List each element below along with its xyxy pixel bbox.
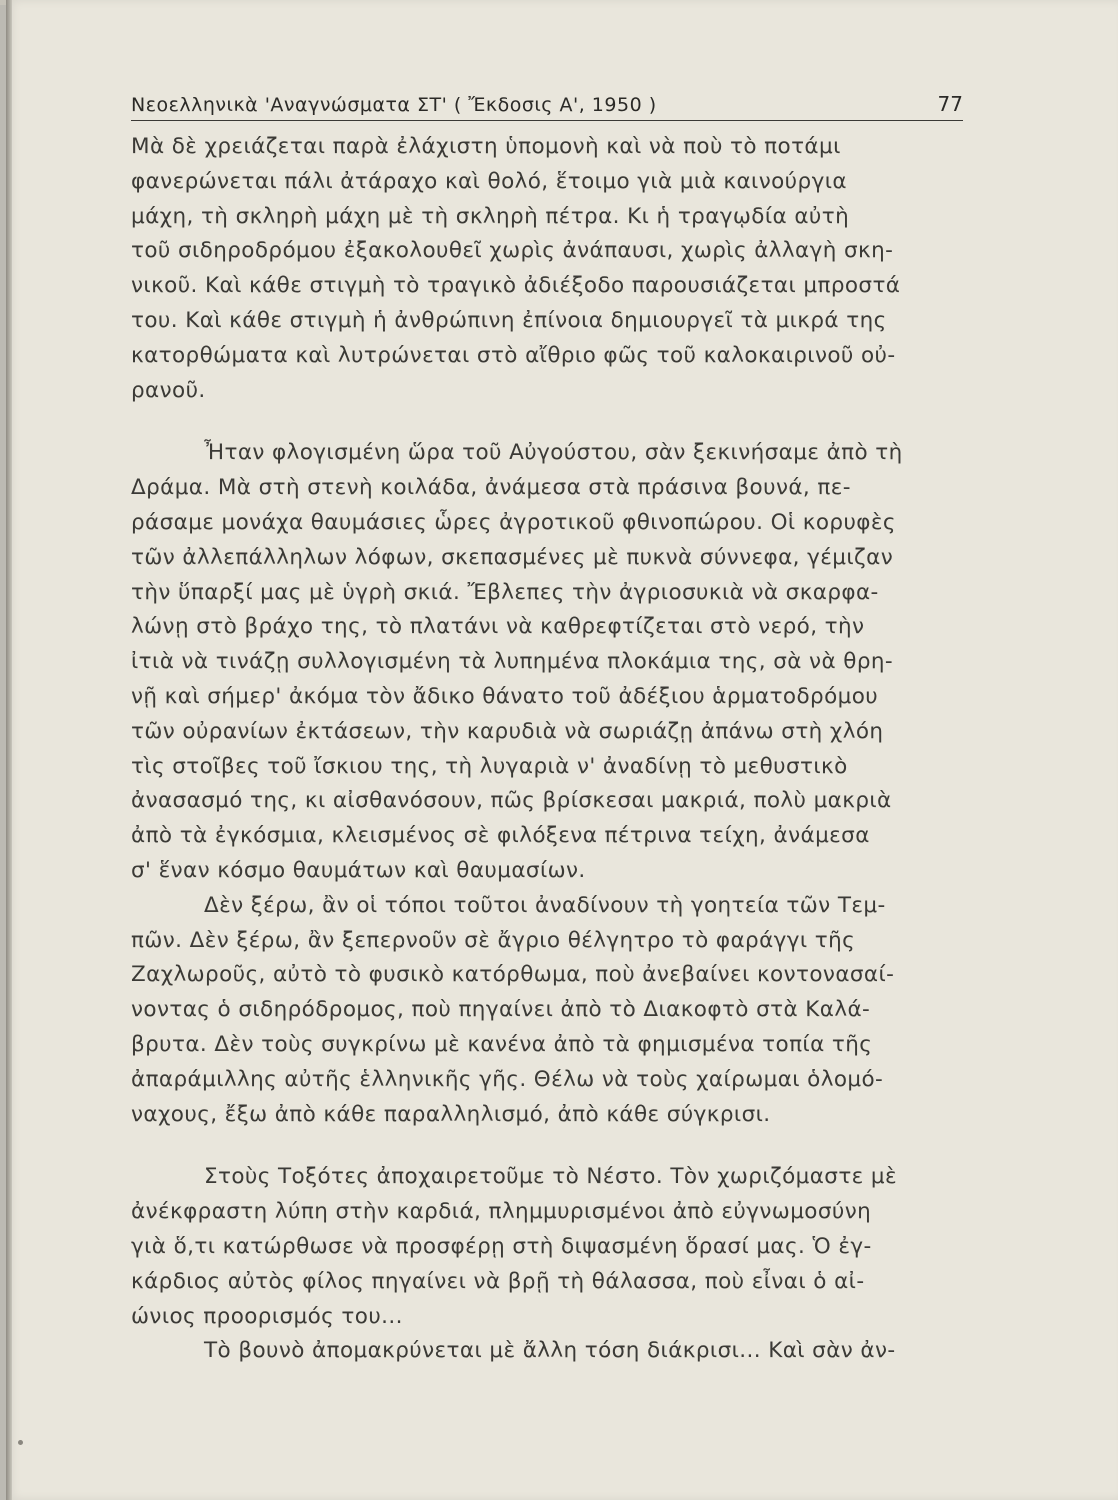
page-number: 77 [937,92,963,116]
text-line: πῶν. Δὲν ξέρω, ἂν ξεπερνοῦν σὲ ἄγριο θέλγητρο τὸ φαράγγι τῆς [131,927,856,953]
text-line: Στοὺς Τοξότες ἀποχαιρετοῦμε τὸ Νέστο. Τὸν χωριζόμαστε μὲ [204,1164,898,1190]
text-line: μάχη, τὴ σκληρὴ μάχη μὲ τὴ σκληρὴ πέτρα. Κι ἡ τραγῳδία αὐτὴ [131,203,850,229]
paragraph [131,130,989,408]
text-line: γιὰ ὅ,τι κατώρθωσε νὰ προσφέρῃ στὴ διψασμένη ὅρασί μας. Ὁ ἐγ- [131,1233,872,1259]
text-line: τὴν ὕπαρξί μας μὲ ὑγρὴ σκιά. Ἔβλεπες τὴν ἀγριοσυκιὰ νὰ σκαρφα- [131,579,879,605]
paragraph [131,436,989,888]
text-line: νοντας ὁ σιδηρόδρομος, ποὺ πηγαίνει ἀπὸ τὸ Διακοφτὸ στὰ Καλά- [131,997,871,1023]
text-line: Τὸ βουνὸ ἀπομακρύνεται μὲ ἄλλη τόση διάκρισι... Καὶ σὰν ἀν- [204,1338,896,1364]
text-line: κάρδιος αὐτὸς φίλος πηγαίνει νὰ βρῇ τὴ θάλασσα, ποὺ εἶναι ὁ αἰ- [131,1268,865,1294]
text-line: βρυτα. Δὲν τοὺς συγκρίνω μὲ κανένα ἀπὸ τὰ φημισμένα τοπία τῆς [131,1031,873,1057]
text-line: Μὰ δὲ χρειάζεται παρὰ ἐλάχιστη ὑπομονὴ καὶ νὰ ποὺ τὸ ποτάμι [131,134,841,159]
paragraph [131,889,989,1133]
text-line: ἀνέκφραστη λύπη στὴν καρδιά, πλημμυρισμένοι ἀπὸ εὐγνωμοσύνη [131,1199,872,1225]
text-line: Δὲν ξέρω, ἂν οἱ τόποι τοῦτοι ἀναδίνουν τὴ γοητεία τῶν Τεμ- [204,892,886,918]
text-line: τὶς στοῖβες τοῦ ἴσκιου της, τὴ λυγαριὰ ν' ἀναδίνῃ τὸ μεθυστικὸ [131,753,848,779]
text-line: νικοῦ. Καὶ κάθε στιγμὴ τὸ τραγικὸ ἀδιέξοδο παρουσιάζεται μπροστά [131,273,901,299]
text-line: ρανοῦ. [131,377,206,403]
text-line: Ἦταν φλογισμένη ὥρα τοῦ Αὐγούστου, σὰν ξεκινήσαμε ἀπὸ τὴ [204,440,903,466]
text-line: Ζαχλωροῦς, αὐτὸ τὸ φυσικὸ κατόρθωμα, ποὺ ἀνεβαίνει κοντονασαί- [131,962,895,988]
paper-blemish [18,1440,23,1445]
paragraph-gap [131,408,989,436]
text-line: τῶν ἀλλεπάλληλων λόφων, σκεπασμένες μὲ πυκνὰ σύννεφα, γέμιζαν [131,544,894,570]
text-line: ἀπὸ τὰ ἐγκόσμια, κλεισμένος σὲ φιλόξενα πέτρινα τείχη, ἀνάμεσα [131,823,870,849]
paragraph-gap [131,1132,989,1160]
text-line: φανερώνεται πάλι ἀτάραχο καὶ θολό, ἕτοιμο γιὰ μιὰ καινούργια [131,168,847,194]
text-line: λώνῃ στὸ βράχο της, τὸ πλατάνι νὰ καθρεφτίζεται στὸ νερό, τὴν [131,614,865,640]
text-line: τοῦ σιδηροδρόμου ἐξακολουθεῖ χωρὶς ἀνάπαυσι, χωρὶς ἀλλαγὴ σκη- [131,238,894,264]
paragraph [131,1160,989,1334]
text-line: σ' ἕναν κόσμο θαυμάτων καὶ θαυμασίων. [131,857,586,883]
text-line: Δράμα. Μὰ στὴ στενὴ κοιλάδα, ἀνάμεσα στὰ πράσινα βουνά, πε- [131,475,851,501]
text-line: ώνιος προορισμός του... [131,1303,403,1329]
text-line: ἀνασασμό της, κι αἰσθανόσουν, πῶς βρίσκεσαι μακριά, πολὺ μακριὰ [131,788,892,814]
paragraph [131,1334,989,1369]
body-text [131,130,989,1369]
text-line: τῶν οὐρανίων ἐκτάσεων, τὴν καρυδιὰ νὰ σωριάζῃ ἀπάνω στὴ χλόη [131,718,884,744]
text-line: κατορθώματα καὶ λυτρώνεται στὸ αἴθριο φῶς τοῦ καλοκαιρινοῦ οὐ- [131,342,896,368]
text-line: του. Καὶ κάθε στιγμὴ ἡ ἀνθρώπινη ἐπίνοια δημιουργεῖ τὰ μικρά της [131,307,887,333]
text-line: ναχους, ἔξω ἀπὸ κάθε παραλληλισμό, ἀπὸ κάθε σύγκρισι. [131,1101,771,1127]
text-line: ἰτιὰ νὰ τινάζῃ συλλογισμένη τὰ λυπημένα πλοκάμια της, σὰ νὰ θρη- [131,649,894,675]
page-header [131,88,963,121]
text-line: νῇ καὶ σήμερ' ἀκόμα τὸν ἄδικο θάνατο τοῦ ἀδέξιου ἁρματοδρόμου [131,683,879,709]
text-line: ἀπαράμιλλης αὐτῆς ἑλληνικῆς γῆς. Θέλω νὰ τοὺς χαίρωμαι ὁλομό- [131,1066,884,1092]
text-line: ράσαμε μονάχα θαυμάσιες ὧρες ἀγροτικοῦ φθινοπώρου. Οἱ κορυφὲς [131,509,896,535]
page-binding-edge [6,0,12,1500]
running-head: Νεοελληνικὰ 'Αναγνώσματα ΣΤ' ( Ἔκδοσις Α', 1950 ) [131,94,657,116]
